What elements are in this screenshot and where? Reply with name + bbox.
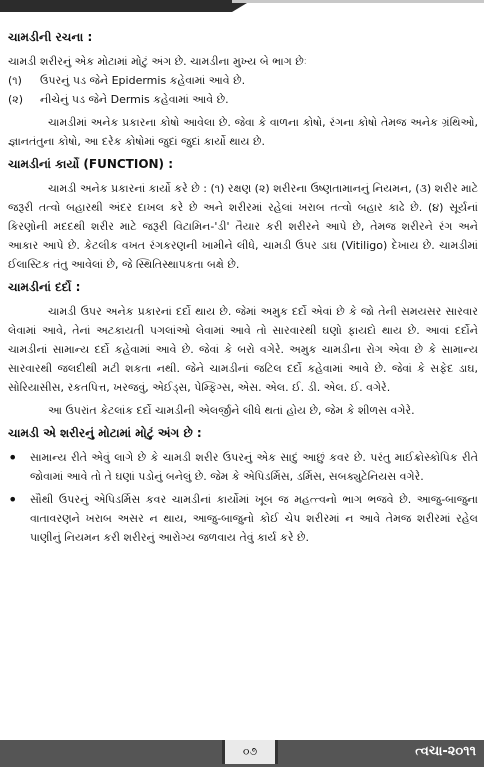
section-heading: ચામડીની રચના : [8,30,93,44]
list-item [8,90,478,109]
bullet-text: સામાન્ય રીતે એવું લાગે છે કે ચામડી શરીર ઉપરનું એક સાદું આછું કવર છે. પરંતુ માઈક્રોસ્કોપિક રીતે જોવામાં આવે તો તે ઘણાં પડોનું બનેલું છે. જેમ કે એપિડર્મિસ, ડર્મિસ, સબક્યુટેનિયસ વગેરે. [30,451,478,483]
section-heading: ચામડીનાં દર્દો : [8,280,81,294]
section-heading: ચામડીનાં કાર્યો (FUNCTION) : [8,157,174,171]
section-skin-functions [8,155,478,274]
page-footer [0,738,484,767]
intro-paragraph: ચામડી શરીરનું એક મોટામાં મોટું અંગ છે. ચામડીના મુખ્ય બે ભાગ છેઃ [8,55,307,68]
section-heading: ચામડી એ શરીરનું મોટામાં મોટું અંગ છે : [8,426,202,440]
list-text: નીચેનું પડ જેને Dermis કહેવામાં આવે છે. [40,93,229,106]
bullet-text: સૌથી ઉપરનું એપિડર્મિસ કવર ચામડીનાં કાર્યોમાં ખૂબ જ મહત્ત્વનો ભાગ ભજવે છે. આજુ-બાજુના વાતાવરણને ખરાબ અસર ન થાય, આજુ-બાજુનો કોઈ ચેપ શરીરમાં ન આવે તેમજ શરીરમાં રહેલ પાણીનું નિયમન કરી શરીરનું આરોગ્ય જળવાય તેવું કાર્ય કરે છે. [30,493,478,544]
list-item [8,71,478,90]
top-bar-light-segment [232,0,484,3]
list-number: (૧) [8,74,22,87]
page-content [8,28,478,547]
bullet-item [8,490,478,547]
top-bar-dark-segment [0,0,232,12]
page-number: ૦૭ [222,740,278,764]
body-paragraph: ચામડી ઉપર અનેક પ્રકારનાં દર્દો થાય છે. જેમાં અમુક દર્દો એવાં છે કે જો તેની સમયસર સારવાર લેવામાં આવે, તેનાં અટકાયતી પગલાંઓ લેવામાં આવે તો સારવારથી ઘણો ફાયદો થાય છે. આવાં દર્દોને ચામડીનાં સામાન્ય દર્દો કહેવામાં આવે છે. જેવાં કે બરો વગેરે. અમુક ચામડીના રોગ એવા છે કે સામાન્ય સારવારથી જલદીથી મટી શકતા નથી. જેને ચામડીનાં જટિલ દર્દો કહેવામાં આવે છે. જેવાં કે સફેદ ડાઘ, સોરિયાસીસ, રકતપિત્ત, ખરજવું, એઈડ્સ, પેમ્ફિગ્સ, એસ. એલ. ઈ. ડી. એલ. ઈ. વગેરે. [8,305,478,394]
note-paragraph: આ ઉપરાંત કેટલાંક દર્દો ચામડીની એલર્જીને લીધે થતાં હોય છે, જેમ કે શીળસ વગેરે. [48,404,415,417]
section-largest-organ [8,424,478,547]
footer-title: ત્વચા-૨૦૧૧ [415,744,476,759]
section-skin-structure [8,28,478,151]
bullet-icon: • [8,448,18,467]
section-skin-diseases [8,278,478,420]
bullet-item [8,448,478,486]
body-paragraph: ચામડી અનેક પ્રકારનાં કાર્યો કરે છે : (૧) રક્ષણ (૨) શરીરના ઉષ્ણતામાનનું નિયમન, (૩) શરીર માટે જરૂરી તત્વો બહારથી અંદર દાખલ કરે છે અને શરીરમાં રહેલાં ખરાબ તત્વો બહાર કાઢે છે. (૪) સૂર્યનાં કિરણોની મદદથી શરીર માટે જરૂરી વિટામિન-'ડી' તૈયાર કરી શરીરને આપે છે, તેમજ શરીરને રંગ અને આકાર આપે છે. કેટલીક વખત રંગકરણની ખામીને લીધે, ચામડી ઉપર ડાઘ (Vitiligo) દેખાય છે. ચામડીમાં ઈલાસ્ટિક તંતુ આવેલાં છે, જે સ્થિતિસ્થાપકતા બક્ષે છે. [8,182,478,271]
bullet-icon: • [8,490,18,509]
list-number: (૨) [8,93,24,106]
list-text: ઉપરનું પડ જેને Epidermis કહેવામાં આવે છે. [40,74,246,87]
body-paragraph: ચામડીમાં અનેક પ્રકારના કોષો આવેલા છે. જેવા કે વાળના કોષો, રંગના કોષો તેમજ અનેક ગ્રંથિઓ, જ્ઞાનતંતુના કોષો, આ દરેક કોષોમાં જુદાં જુદાં કાર્યો થાય છે. [8,116,478,148]
top-decorative-bar [0,0,484,20]
